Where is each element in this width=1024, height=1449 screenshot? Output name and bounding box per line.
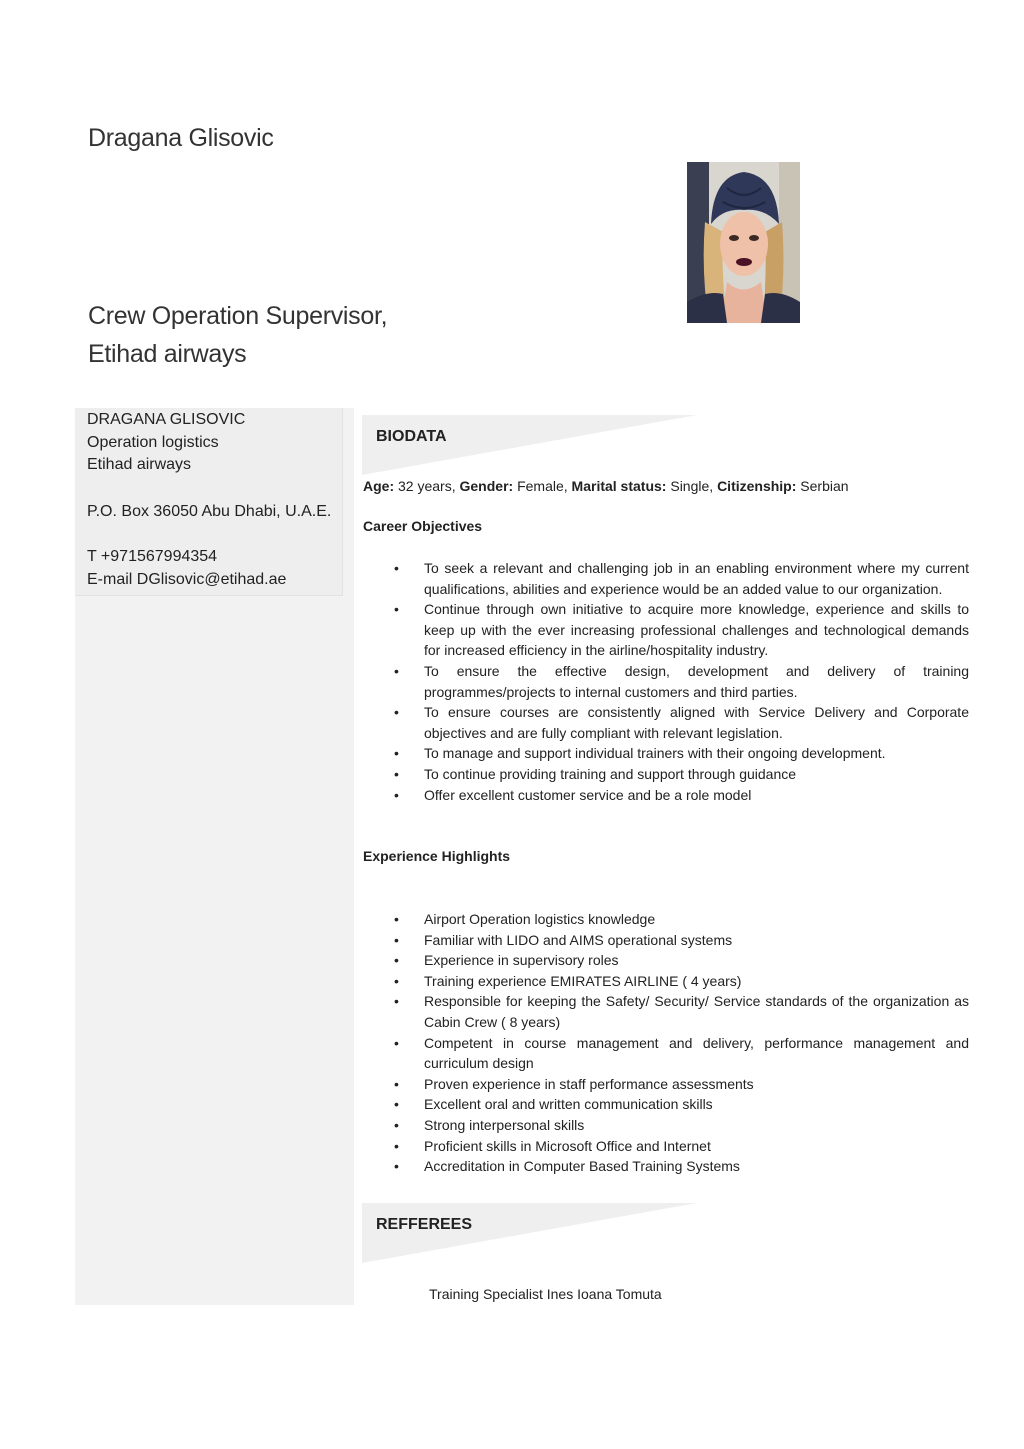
biodata-details bbox=[363, 478, 849, 494]
biodata-banner bbox=[362, 415, 697, 475]
list-item: • Excellent oral and written communication skills bbox=[394, 1094, 969, 1115]
contact-card bbox=[75, 408, 343, 596]
list-item: • To seek a relevant and challenging job in an enabling environment where my current qualifications, abilities and experience would be an added value to our organization. bbox=[394, 558, 969, 599]
contact-phone: T +971567994354 bbox=[87, 548, 218, 565]
experience-highlights-list bbox=[394, 909, 969, 1177]
list-item: • Competent in course management and delivery, performance management and curriculum design bbox=[394, 1033, 969, 1074]
age-label: Age: bbox=[363, 478, 395, 494]
marital-value: Single, bbox=[666, 478, 718, 494]
citizenship-label: Citizenship: bbox=[717, 478, 797, 494]
list-item: • Proficient skills in Microsoft Office and Internet bbox=[394, 1136, 969, 1157]
contact-company: Etihad airways bbox=[87, 456, 192, 473]
list-item: • Offer excellent customer service and be a role model bbox=[394, 785, 969, 806]
contact-address: P.O. Box 36050 Abu Dhabi, U.A.E. bbox=[87, 503, 332, 520]
job-title bbox=[88, 297, 387, 373]
contact-email: E-mail DGlisovic@etihad.ae bbox=[87, 571, 287, 588]
portrait-illustration bbox=[687, 162, 800, 323]
contact-sidebar bbox=[75, 408, 354, 1305]
job-title-line1: Crew Operation Supervisor, bbox=[88, 302, 388, 330]
referee-entry: Training Specialist Ines Ioana Tomuta bbox=[429, 1286, 662, 1302]
list-item: • Accreditation in Computer Based Training Systems bbox=[394, 1156, 969, 1177]
list-item: • Experience in supervisory roles bbox=[394, 950, 969, 971]
gender-label: Gender: bbox=[459, 478, 514, 494]
contact-name: DRAGANA GLISOVIC bbox=[87, 411, 246, 428]
gender-value: Female, bbox=[513, 478, 572, 494]
list-item: • To ensure the effective design, development and delivery of training programmes/projects to internal customers and third parties. bbox=[394, 661, 969, 702]
list-item: • Familiar with LIDO and AIMS operational systems bbox=[394, 930, 969, 951]
career-objectives-list bbox=[394, 558, 969, 805]
list-item: • Training experience EMIRATES AIRLINE ( 4 years) bbox=[394, 971, 969, 992]
biodata-heading: BIODATA bbox=[376, 428, 447, 445]
resume-name: Dragana Glisovic bbox=[88, 124, 274, 152]
list-item: • Strong interpersonal skills bbox=[394, 1115, 969, 1136]
profile-photo bbox=[687, 162, 800, 323]
citizenship-value: Serbian bbox=[796, 478, 849, 494]
list-item: • To manage and support individual trainers with their ongoing development. bbox=[394, 743, 969, 764]
list-item: • To ensure courses are consistently aligned with Service Delivery and Corporate objectives and are fully compliant with relevant legislation. bbox=[394, 702, 969, 743]
referees-banner bbox=[362, 1203, 697, 1263]
list-item: • Responsible for keeping the Safety/ Security/ Service standards of the organization as Cabin Crew ( 8 years) bbox=[394, 991, 969, 1032]
experience-highlights-heading: Experience Highlights bbox=[363, 848, 511, 864]
job-title-line2: Etihad airways bbox=[88, 340, 247, 368]
list-item: • Proven experience in staff performance assessments bbox=[394, 1074, 969, 1095]
referees-heading: REFFEREES bbox=[376, 1216, 473, 1233]
contact-department: Operation logistics bbox=[87, 434, 219, 451]
marital-label: Marital status: bbox=[571, 478, 667, 494]
list-item: • Airport Operation logistics knowledge bbox=[394, 909, 969, 930]
list-item: • Continue through own initiative to acquire more knowledge, experience and skills to keep up with the ever increasing professional challenges and technological demands for increased efficiency in the airline/hospitality industry. bbox=[394, 599, 969, 661]
list-item: • To continue providing training and support through guidance bbox=[394, 764, 969, 785]
career-objectives-heading: Career Objectives bbox=[363, 518, 483, 534]
age-value: 32 years, bbox=[394, 478, 460, 494]
